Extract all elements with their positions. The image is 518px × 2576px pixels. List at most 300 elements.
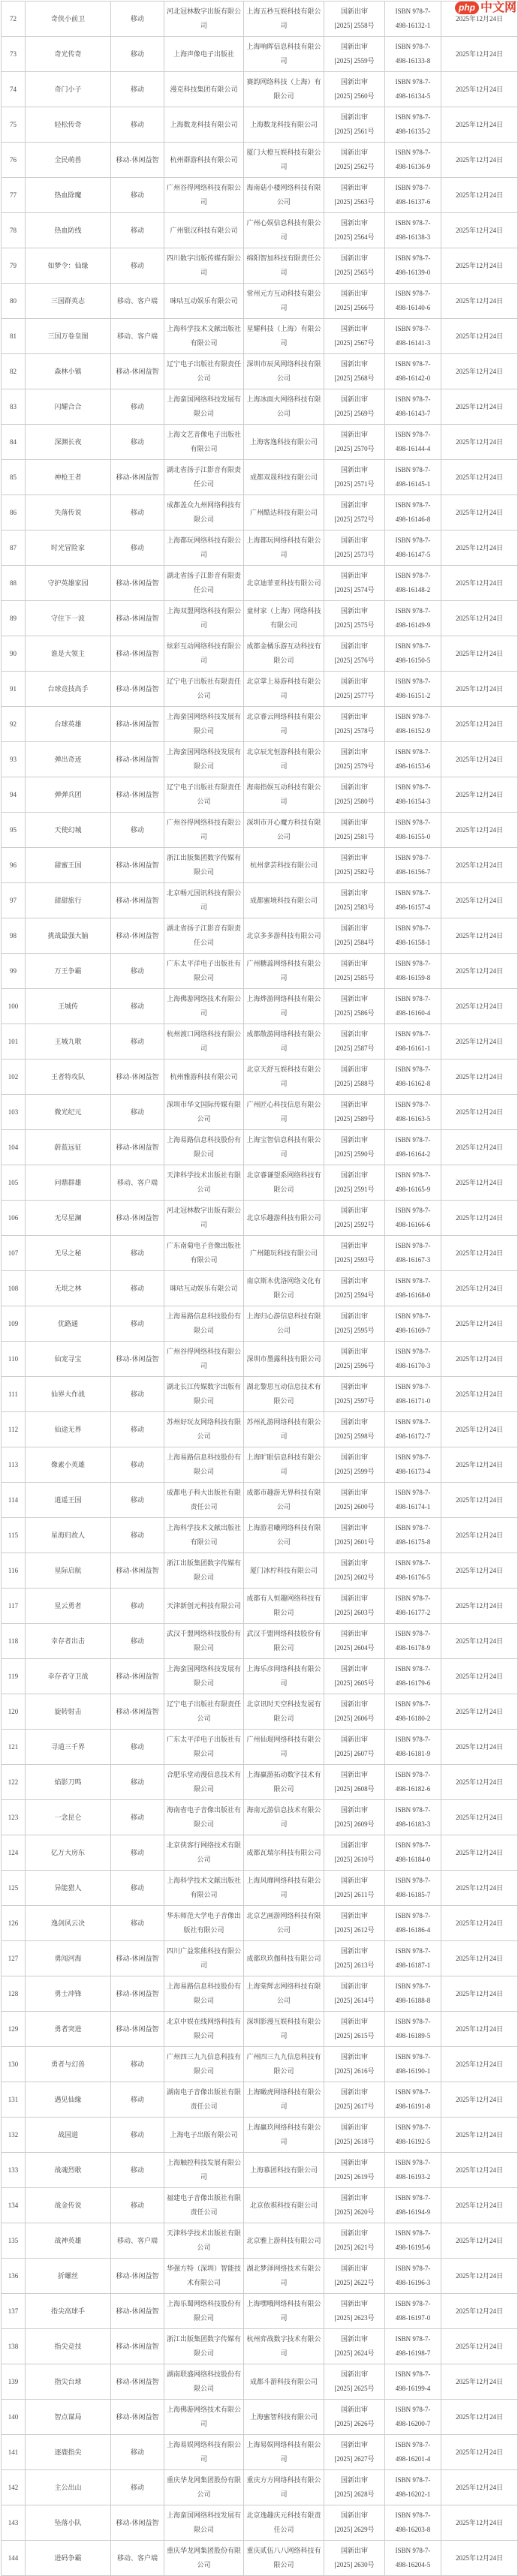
date-cell: 2025年12月24日 xyxy=(441,2364,518,2400)
operator-cell: 上海烨游网络科技有限公司 xyxy=(244,989,324,1024)
approval-number-cell: 国新出审 [2025] 2604号 xyxy=(324,1624,385,1659)
date-cell: 2025年12月24日 xyxy=(441,1306,518,1342)
game-type-cell: 移动 xyxy=(111,1800,164,1835)
operator-cell: 北京睿谦望系网络科技有限公司 xyxy=(244,1165,324,1201)
operator-cell: 北京乐趣游科技有限公司 xyxy=(244,1201,324,1236)
publisher-cell: 四川广益浆熊科技有限公司 xyxy=(164,1941,244,1976)
game-name-cell: 异能猎人 xyxy=(26,1871,111,1906)
game-name-cell: 战魂烈歌 xyxy=(26,2153,111,2188)
publisher-cell: 上海蛮国网络科技发展有限公司 xyxy=(164,707,244,742)
game-name-cell: 星云勇者 xyxy=(26,1589,111,1624)
isbn-cell: ISBN 978-7- 498-16146-8 xyxy=(385,495,441,531)
isbn-cell: ISBN 978-7- 498-16134-5 xyxy=(385,72,441,107)
operator-cell: 上海易娱网络科技有限公司 xyxy=(244,2435,324,2470)
publisher-cell: 杭州群游科技有限公司 xyxy=(164,143,244,178)
date-cell: 2025年12月24日 xyxy=(441,566,518,601)
table-row xyxy=(2,1659,518,1694)
publisher-cell: 成都盖众九州网络科技有限公司 xyxy=(164,495,244,531)
operator-cell: 上海乐彦网络科技有限公司 xyxy=(244,1659,324,1694)
publisher-cell: 上海蛮国网络科技发展有限公司 xyxy=(164,742,244,777)
operator-cell: 杭州弈战数字技术有限公司 xyxy=(244,2329,324,2364)
game-name-cell: 热血防线 xyxy=(26,213,111,248)
game-name-cell: 优路通 xyxy=(26,1306,111,1342)
game-type-cell: 移动-休闲益智 xyxy=(111,2364,164,2400)
operator-cell: 成都金橘乐游互动科技有限公司 xyxy=(244,636,324,672)
table-row xyxy=(2,2470,518,2505)
isbn-cell: ISBN 978-7- 498-16197-0 xyxy=(385,2294,441,2329)
isbn-cell: ISBN 978-7- 498-16191-8 xyxy=(385,2082,441,2118)
row-number-cell: 104 xyxy=(2,1130,26,1165)
date-cell: 2025年12月24日 xyxy=(441,460,518,495)
game-name-cell: 无尽星澜 xyxy=(26,1201,111,1236)
operator-cell: 上海游君曦网络科技有限公司 xyxy=(244,1518,324,1553)
table-row xyxy=(2,248,518,284)
game-type-cell: 移动 xyxy=(111,1765,164,1800)
table-row xyxy=(2,777,518,813)
approval-number-cell: 国新出审 [2025] 2588号 xyxy=(324,1060,385,1095)
approval-number-cell: 国新出审 [2025] 2591号 xyxy=(324,1165,385,1201)
publisher-cell: 浙江出版集团数字传媒有限公司 xyxy=(164,1553,244,1589)
publisher-cell: 杭州雅游科技有限公司 xyxy=(164,1060,244,1095)
publisher-cell: 上海蛮国网络科技发展有限公司 xyxy=(164,389,244,425)
operator-cell: 上海归心游信息科技有限公司 xyxy=(244,1306,324,1342)
publisher-cell: 北京中娱在线网络科技有限公司 xyxy=(164,2012,244,2047)
date-cell: 2025年12月24日 xyxy=(441,707,518,742)
approval-number-cell: 国新出审 [2025] 2573号 xyxy=(324,531,385,566)
row-number-cell: 121 xyxy=(2,1730,26,1765)
game-name-cell: 天使幻城 xyxy=(26,813,111,848)
game-name-cell: 奇门小子 xyxy=(26,72,111,107)
publisher-cell: 福建电子音像出版社有限责任公司 xyxy=(164,2188,244,2223)
game-type-cell: 移动、客户端 xyxy=(111,319,164,354)
game-name-cell: 折螺丝 xyxy=(26,2259,111,2294)
operator-cell: 北京迪菲亚科技有限公司 xyxy=(244,566,324,601)
operator-cell: 上海风靡网络科技有限公司 xyxy=(244,1871,324,1906)
operator-cell: 广州随玩科技有限公司 xyxy=(244,1236,324,1271)
publisher-cell: 上海双盟网络科技有限公司 xyxy=(164,601,244,636)
row-number-cell: 103 xyxy=(2,1095,26,1130)
table-row xyxy=(2,1447,518,1483)
approval-number-cell: 国新出审 [2025] 2627号 xyxy=(324,2435,385,2470)
approval-number-cell: 国新出审 [2025] 2616号 xyxy=(324,2047,385,2082)
isbn-cell: ISBN 978-7- 498-16160-4 xyxy=(385,989,441,1024)
table-row xyxy=(2,2118,518,2153)
operator-cell: 上海宝智信息科技有限公司 xyxy=(244,1130,324,1165)
game-name-cell: 万王争霸 xyxy=(26,954,111,989)
isbn-cell: ISBN 978-7- 498-16157-4 xyxy=(385,883,441,918)
game-name-cell: 旋转射击 xyxy=(26,1694,111,1730)
row-number-cell: 118 xyxy=(2,1624,26,1659)
operator-cell: 上海棠辉志网络科技有限公司 xyxy=(244,1976,324,2012)
approval-number-cell: 国新出审 [2025] 2580号 xyxy=(324,777,385,813)
date-cell: 2025年12月24日 xyxy=(441,1342,518,1377)
game-name-cell: 失落传说 xyxy=(26,495,111,531)
approval-number-cell: 国新出审 [2025] 2602号 xyxy=(324,1553,385,1589)
isbn-cell: ISBN 978-7- 498-16171-0 xyxy=(385,1377,441,1412)
publisher-cell: 上海佛游网络技术有限公司 xyxy=(164,989,244,1024)
approval-number-cell: 国新出审 [2025] 2614号 xyxy=(324,1976,385,2012)
date-cell: 2025年12月24日 xyxy=(441,319,518,354)
game-type-cell: 移动 xyxy=(111,495,164,531)
approval-number-cell: 国新出审 [2025] 2621号 xyxy=(324,2223,385,2259)
table-row xyxy=(2,848,518,883)
table-row xyxy=(2,425,518,460)
table-row xyxy=(2,742,518,777)
operator-cell: 上海客逸科技有限公司 xyxy=(244,425,324,460)
operator-cell: 成都市趣游无界科技有限公司 xyxy=(244,1483,324,1518)
date-cell: 2025年12月24日 xyxy=(441,425,518,460)
game-name-cell: 王城传 xyxy=(26,989,111,1024)
publisher-cell: 广州谷得网络科技有限公司 xyxy=(164,178,244,213)
game-type-cell: 移动-休闲益智 xyxy=(111,2259,164,2294)
game-name-cell: 星海归故人 xyxy=(26,1518,111,1553)
row-number-cell: 87 xyxy=(2,531,26,566)
table-row xyxy=(2,284,518,319)
row-number-cell: 76 xyxy=(2,143,26,178)
row-number-cell: 95 xyxy=(2,813,26,848)
isbn-cell: ISBN 978-7- 498-16159-8 xyxy=(385,954,441,989)
game-name-cell: 奇光传奇 xyxy=(26,37,111,72)
game-approval-table xyxy=(1,1,518,2576)
table-row xyxy=(2,2047,518,2082)
table-row xyxy=(2,2153,518,2188)
isbn-cell: ISBN 978-7- 498-16189-5 xyxy=(385,2012,441,2047)
table-row xyxy=(2,1694,518,1730)
operator-cell: 上海冰面火网络科技有限公司 xyxy=(244,389,324,425)
date-cell: 2025年12月24日 xyxy=(441,1483,518,1518)
approval-number-cell: 国新出审 [2025] 2585号 xyxy=(324,954,385,989)
date-cell: 2025年12月24日 xyxy=(441,1906,518,1941)
date-cell: 2025年12月24日 xyxy=(441,2188,518,2223)
approval-number-cell: 国新出审 [2025] 2630号 xyxy=(324,2541,385,2576)
operator-cell: 北京辰光恒游科技有限公司 xyxy=(244,742,324,777)
game-name-cell: 勇者突进 xyxy=(26,2012,111,2047)
game-type-cell: 移动 xyxy=(111,1306,164,1342)
table-row xyxy=(2,213,518,248)
game-name-cell: 挑战最强大脑 xyxy=(26,918,111,954)
isbn-cell: ISBN 978-7- 498-16161-1 xyxy=(385,1024,441,1060)
table-row xyxy=(2,107,518,143)
publisher-cell: 上海电子出版有限公司 xyxy=(164,2118,244,2153)
operator-cell: 成都双晟科技有限公司 xyxy=(244,460,324,495)
approval-number-cell: 国新出审 [2025] 2618号 xyxy=(324,2118,385,2153)
table-row xyxy=(2,1976,518,2012)
date-cell: 2025年12月24日 xyxy=(441,2259,518,2294)
operator-cell: 绵阳智加科技有限责任公司 xyxy=(244,248,324,284)
game-type-cell: 移动 xyxy=(111,72,164,107)
operator-cell: 上海响晖信息科技有限公司 xyxy=(244,37,324,72)
operator-cell: 重庆贰伍八八网络科技有限公司 xyxy=(244,2541,324,2576)
game-name-cell: 微光纪元 xyxy=(26,1095,111,1130)
isbn-cell: ISBN 978-7- 498-16194-9 xyxy=(385,2188,441,2223)
game-type-cell: 移动 xyxy=(111,107,164,143)
approval-number-cell: 国新出审 [2025] 2628号 xyxy=(324,2470,385,2505)
date-cell: 2025年12月24日 xyxy=(441,2541,518,2576)
isbn-cell: ISBN 978-7- 498-16202-1 xyxy=(385,2470,441,2505)
operator-cell: 苏州礼游网络科技有限公司 xyxy=(244,1412,324,1447)
approval-table-body xyxy=(2,2,518,2576)
game-type-cell: 移动 xyxy=(111,1483,164,1518)
operator-cell: 赛韵网络科技（上海）有限公司 xyxy=(244,72,324,107)
table-row xyxy=(2,2,518,37)
date-cell: 2025年12月24日 xyxy=(441,918,518,954)
approval-number-cell: 国新出审 [2025] 2622号 xyxy=(324,2259,385,2294)
game-type-cell: 移动-休闲益智 xyxy=(111,707,164,742)
date-cell: 2025年12月24日 xyxy=(441,1201,518,1236)
game-name-cell: 台球英雄 xyxy=(26,707,111,742)
date-cell: 2025年12月24日 xyxy=(441,636,518,672)
operator-cell: 广州糖蕊网络科技有限公司 xyxy=(244,954,324,989)
game-name-cell: 热血除魔 xyxy=(26,178,111,213)
publisher-cell: 广州谷得网络科技有限公司 xyxy=(164,813,244,848)
date-cell: 2025年12月24日 xyxy=(441,1377,518,1412)
approval-number-cell: 国新出审 [2025] 2564号 xyxy=(324,213,385,248)
game-type-cell: 移动-休闲益智 xyxy=(111,918,164,954)
game-type-cell: 移动-休闲益智 xyxy=(111,143,164,178)
game-type-cell: 移动 xyxy=(111,1412,164,1447)
operator-cell: 北京讯时天空科技发展有限公司 xyxy=(244,1694,324,1730)
table-row xyxy=(2,636,518,672)
approval-number-cell: 国新出审 [2025] 2582号 xyxy=(324,848,385,883)
isbn-cell: ISBN 978-7- 498-16170-3 xyxy=(385,1342,441,1377)
game-name-cell: 森林小镇 xyxy=(26,354,111,389)
table-row xyxy=(2,2435,518,2470)
row-number-cell: 132 xyxy=(2,2118,26,2153)
table-row xyxy=(2,531,518,566)
game-type-cell: 移动-休闲益智 xyxy=(111,742,164,777)
isbn-cell: ISBN 978-7- 498-16203-8 xyxy=(385,2505,441,2541)
game-type-cell: 移动 xyxy=(111,1589,164,1624)
game-type-cell: 移动 xyxy=(111,2118,164,2153)
operator-cell: 海南元游信息技术有限公司 xyxy=(244,1800,324,1835)
approval-number-cell: 国新出审 [2025] 2615号 xyxy=(324,2012,385,2047)
operator-cell: 上海赢游拓动数字技术有限公司 xyxy=(244,1765,324,1800)
game-type-cell: 移动 xyxy=(111,989,164,1024)
operator-cell: 重庆方方网络科技有限公司 xyxy=(244,2470,324,2505)
game-type-cell: 移动 xyxy=(111,389,164,425)
php-logo-icon: php xyxy=(455,2,479,14)
isbn-cell: ISBN 978-7- 498-16153-6 xyxy=(385,742,441,777)
date-cell: 2025年12月24日 xyxy=(441,2470,518,2505)
publisher-cell: 上海佛游网络技术有限公司 xyxy=(164,2400,244,2435)
operator-cell: 北京多多游科技有限公司 xyxy=(244,918,324,954)
table-row xyxy=(2,954,518,989)
row-number-cell: 115 xyxy=(2,1518,26,1553)
table-row xyxy=(2,2294,518,2329)
operator-cell: 广州仙琨网络科技有限公司 xyxy=(244,1730,324,1765)
date-cell: 2025年12月24日 xyxy=(441,2047,518,2082)
row-number-cell: 86 xyxy=(2,495,26,531)
publisher-cell: 上海声像电子出版社 xyxy=(164,37,244,72)
game-name-cell: 谁是大领主 xyxy=(26,636,111,672)
approval-number-cell: 国新出审 [2025] 2559号 xyxy=(324,37,385,72)
game-type-cell: 移动 xyxy=(111,1236,164,1271)
isbn-cell: ISBN 978-7- 498-16142-0 xyxy=(385,354,441,389)
table-row xyxy=(2,1271,518,1306)
approval-number-cell: 国新出审 [2025] 2574号 xyxy=(324,566,385,601)
approval-number-cell: 国新出审 [2025] 2579号 xyxy=(324,742,385,777)
date-cell: 2025年12月24日 xyxy=(441,672,518,707)
game-name-cell: 逐鹿指尖 xyxy=(26,2435,111,2470)
isbn-cell: ISBN 978-7- 498-16183-3 xyxy=(385,1800,441,1835)
isbn-cell: ISBN 978-7- 498-16188-8 xyxy=(385,1976,441,2012)
table-row xyxy=(2,2223,518,2259)
operator-cell: 湖北梦泽网络技术有限公司 xyxy=(244,2259,324,2294)
row-number-cell: 133 xyxy=(2,2153,26,2188)
isbn-cell: ISBN 978-7- 498-16152-9 xyxy=(385,707,441,742)
approval-number-cell: 国新出审 [2025] 2592号 xyxy=(324,1201,385,1236)
game-type-cell: 移动 xyxy=(111,1906,164,1941)
publisher-cell: 上海易路信息科技股份有限公司 xyxy=(164,1130,244,1165)
game-type-cell: 移动-休闲益智 xyxy=(111,848,164,883)
approval-number-cell: 国新出审 [2025] 2610号 xyxy=(324,1835,385,1871)
publisher-cell: 河北冠林数字出版有限公司 xyxy=(164,1201,244,1236)
publisher-cell: 漫克科技集团有限公司 xyxy=(164,72,244,107)
row-number-cell: 72 xyxy=(2,2,26,37)
game-type-cell: 移动 xyxy=(111,2188,164,2223)
isbn-cell: ISBN 978-7- 498-16196-3 xyxy=(385,2259,441,2294)
game-type-cell: 移动 xyxy=(111,2047,164,2082)
isbn-cell: ISBN 978-7- 498-16139-0 xyxy=(385,248,441,284)
date-cell: 2025年12月24日 xyxy=(441,1835,518,1871)
game-name-cell: 王城九歌 xyxy=(26,1024,111,1060)
approval-number-cell: 国新出审 [2025] 2587号 xyxy=(324,1024,385,1060)
publisher-cell: 成都电子科大出版社有限责任公司 xyxy=(164,1483,244,1518)
publisher-cell: 上海文艺音像电子出版社有限公司 xyxy=(164,425,244,460)
game-name-cell: 寻道三千界 xyxy=(26,1730,111,1765)
operator-cell: 上海蜜智科技有限公司 xyxy=(244,2400,324,2435)
isbn-cell: ISBN 978-7- 498-16172-7 xyxy=(385,1412,441,1447)
row-number-cell: 135 xyxy=(2,2223,26,2259)
approval-number-cell: 国新出审 [2025] 2612号 xyxy=(324,1906,385,1941)
table-row xyxy=(2,2329,518,2364)
row-number-cell: 143 xyxy=(2,2505,26,2541)
row-number-cell: 100 xyxy=(2,989,26,1024)
game-name-cell: 神枪王者 xyxy=(26,460,111,495)
isbn-cell: ISBN 978-7- 498-16195-6 xyxy=(385,2223,441,2259)
game-name-cell: 如梦令：仙缘 xyxy=(26,248,111,284)
game-type-cell: 移动 xyxy=(111,531,164,566)
date-cell: 2025年12月24日 xyxy=(441,1624,518,1659)
publisher-cell: 浙江出版集团数字传媒有限公司 xyxy=(164,848,244,883)
row-number-cell: 142 xyxy=(2,2470,26,2505)
operator-cell: 广州四三九九信息科技有限公司 xyxy=(244,2047,324,2082)
table-row xyxy=(2,1553,518,1589)
operator-cell: 广州酷达科技有限公司 xyxy=(244,495,324,531)
table-row xyxy=(2,1483,518,1518)
game-type-cell: 移动 xyxy=(111,213,164,248)
approval-number-cell: 国新出审 [2025] 2595号 xyxy=(324,1306,385,1342)
isbn-cell: ISBN 978-7- 498-16145-1 xyxy=(385,460,441,495)
game-type-cell: 移动-休闲益智 xyxy=(111,777,164,813)
game-name-cell: 像素小英雄 xyxy=(26,1447,111,1483)
operator-cell: 海南指娱互动科技有限公司 xyxy=(244,777,324,813)
row-number-cell: 80 xyxy=(2,284,26,319)
date-cell: 2025年12月24日 xyxy=(441,213,518,248)
game-name-cell: 勇者与幻兽 xyxy=(26,2047,111,2082)
publisher-cell: 四川数字出版传媒有限公司 xyxy=(164,248,244,284)
approval-number-cell: 国新出审 [2025] 2600号 xyxy=(324,1483,385,1518)
table-row xyxy=(2,1060,518,1095)
table-row xyxy=(2,1236,518,1271)
table-row xyxy=(2,1130,518,1165)
row-number-cell: 136 xyxy=(2,2259,26,2294)
publisher-cell: 杭州渡口网络科技有限公司 xyxy=(164,1024,244,1060)
isbn-cell: ISBN 978-7- 498-16169-7 xyxy=(385,1306,441,1342)
row-number-cell: 113 xyxy=(2,1447,26,1483)
game-name-cell: 主公出山 xyxy=(26,2470,111,2505)
game-type-cell: 移动 xyxy=(111,1871,164,1906)
row-number-cell: 75 xyxy=(2,107,26,143)
publisher-cell: 上海都玩网络科技有限公司 xyxy=(164,531,244,566)
isbn-cell: ISBN 978-7- 498-16143-7 xyxy=(385,389,441,425)
operator-cell: 南京斯木优洛网络文化有限公司 xyxy=(244,1271,324,1306)
game-type-cell: 移动 xyxy=(111,1024,164,1060)
approval-number-cell: 国新出审 [2025] 2570号 xyxy=(324,425,385,460)
game-name-cell: 无尽之秘 xyxy=(26,1236,111,1271)
date-cell: 2025年12月24日 xyxy=(441,1060,518,1095)
approval-number-cell: 国新出审 [2025] 2623号 xyxy=(324,2294,385,2329)
approval-number-cell: 国新出审 [2025] 2567号 xyxy=(324,319,385,354)
table-row xyxy=(2,1730,518,1765)
approval-number-cell: 国新出审 [2025] 2598号 xyxy=(324,1412,385,1447)
isbn-cell: ISBN 978-7- 498-16199-4 xyxy=(385,2364,441,2400)
approval-number-cell: 国新出审 [2025] 2566号 xyxy=(324,284,385,319)
game-name-cell: 奇侠小前卫 xyxy=(26,2,111,37)
approval-number-cell: 国新出审 [2025] 2586号 xyxy=(324,989,385,1024)
row-number-cell: 141 xyxy=(2,2435,26,2470)
approval-number-cell: 国新出审 [2025] 2583号 xyxy=(324,883,385,918)
game-name-cell: 问鼎群雄 xyxy=(26,1165,111,1201)
isbn-cell: ISBN 978-7- 498-16178-9 xyxy=(385,1624,441,1659)
approval-number-cell: 国新出审 [2025] 2608号 xyxy=(324,1765,385,1800)
publisher-cell: 苏州好玩友网络科技有限公司 xyxy=(164,1412,244,1447)
site-logo-text: 中文网 xyxy=(480,2,516,14)
publisher-cell: 广东南菊电子音像出版社有限公司 xyxy=(164,1236,244,1271)
game-type-cell: 移动-休闲益智 xyxy=(111,2294,164,2329)
isbn-cell: ISBN 978-7- 498-16174-1 xyxy=(385,1483,441,1518)
publisher-cell: 上海数龙科技有限公司 xyxy=(164,107,244,143)
table-row xyxy=(2,1871,518,1906)
approval-number-cell: 国新出审 [2025] 2599号 xyxy=(324,1447,385,1483)
approval-number-cell: 国新出审 [2025] 2569号 xyxy=(324,389,385,425)
game-name-cell: 台球竞技高手 xyxy=(26,672,111,707)
row-number-cell: 110 xyxy=(2,1342,26,1377)
date-cell: 2025年12月24日 xyxy=(441,1412,518,1447)
game-name-cell: 闪耀合合 xyxy=(26,389,111,425)
operator-cell: 厦门冰柠科技有限公司 xyxy=(244,1553,324,1589)
operator-cell: 杭州拿芸科技有限公司 xyxy=(244,848,324,883)
game-type-cell: 移动 xyxy=(111,1447,164,1483)
game-type-cell: 移动 xyxy=(111,2153,164,2188)
table-row xyxy=(2,495,518,531)
date-cell: 2025年12月24日 xyxy=(441,989,518,1024)
game-name-cell: 仙界大作战 xyxy=(26,1377,111,1412)
operator-cell: 上海五秒互娱科技有限公司 xyxy=(244,2,324,37)
row-number-cell: 111 xyxy=(2,1377,26,1412)
isbn-cell: ISBN 978-7- 498-16198-7 xyxy=(385,2329,441,2364)
game-type-cell: 移动-休闲益智 xyxy=(111,2329,164,2364)
game-type-cell: 移动-休闲益智 xyxy=(111,601,164,636)
approval-number-cell: 国新出审 [2025] 2626号 xyxy=(324,2400,385,2435)
table-row xyxy=(2,1024,518,1060)
game-type-cell: 移动-休闲益智 xyxy=(111,1201,164,1236)
isbn-cell: ISBN 978-7- 498-16147-5 xyxy=(385,531,441,566)
game-type-cell: 移动-休闲益智 xyxy=(111,1659,164,1694)
row-number-cell: 129 xyxy=(2,2012,26,2047)
table-row xyxy=(2,2505,518,2541)
table-row xyxy=(2,2012,518,2047)
